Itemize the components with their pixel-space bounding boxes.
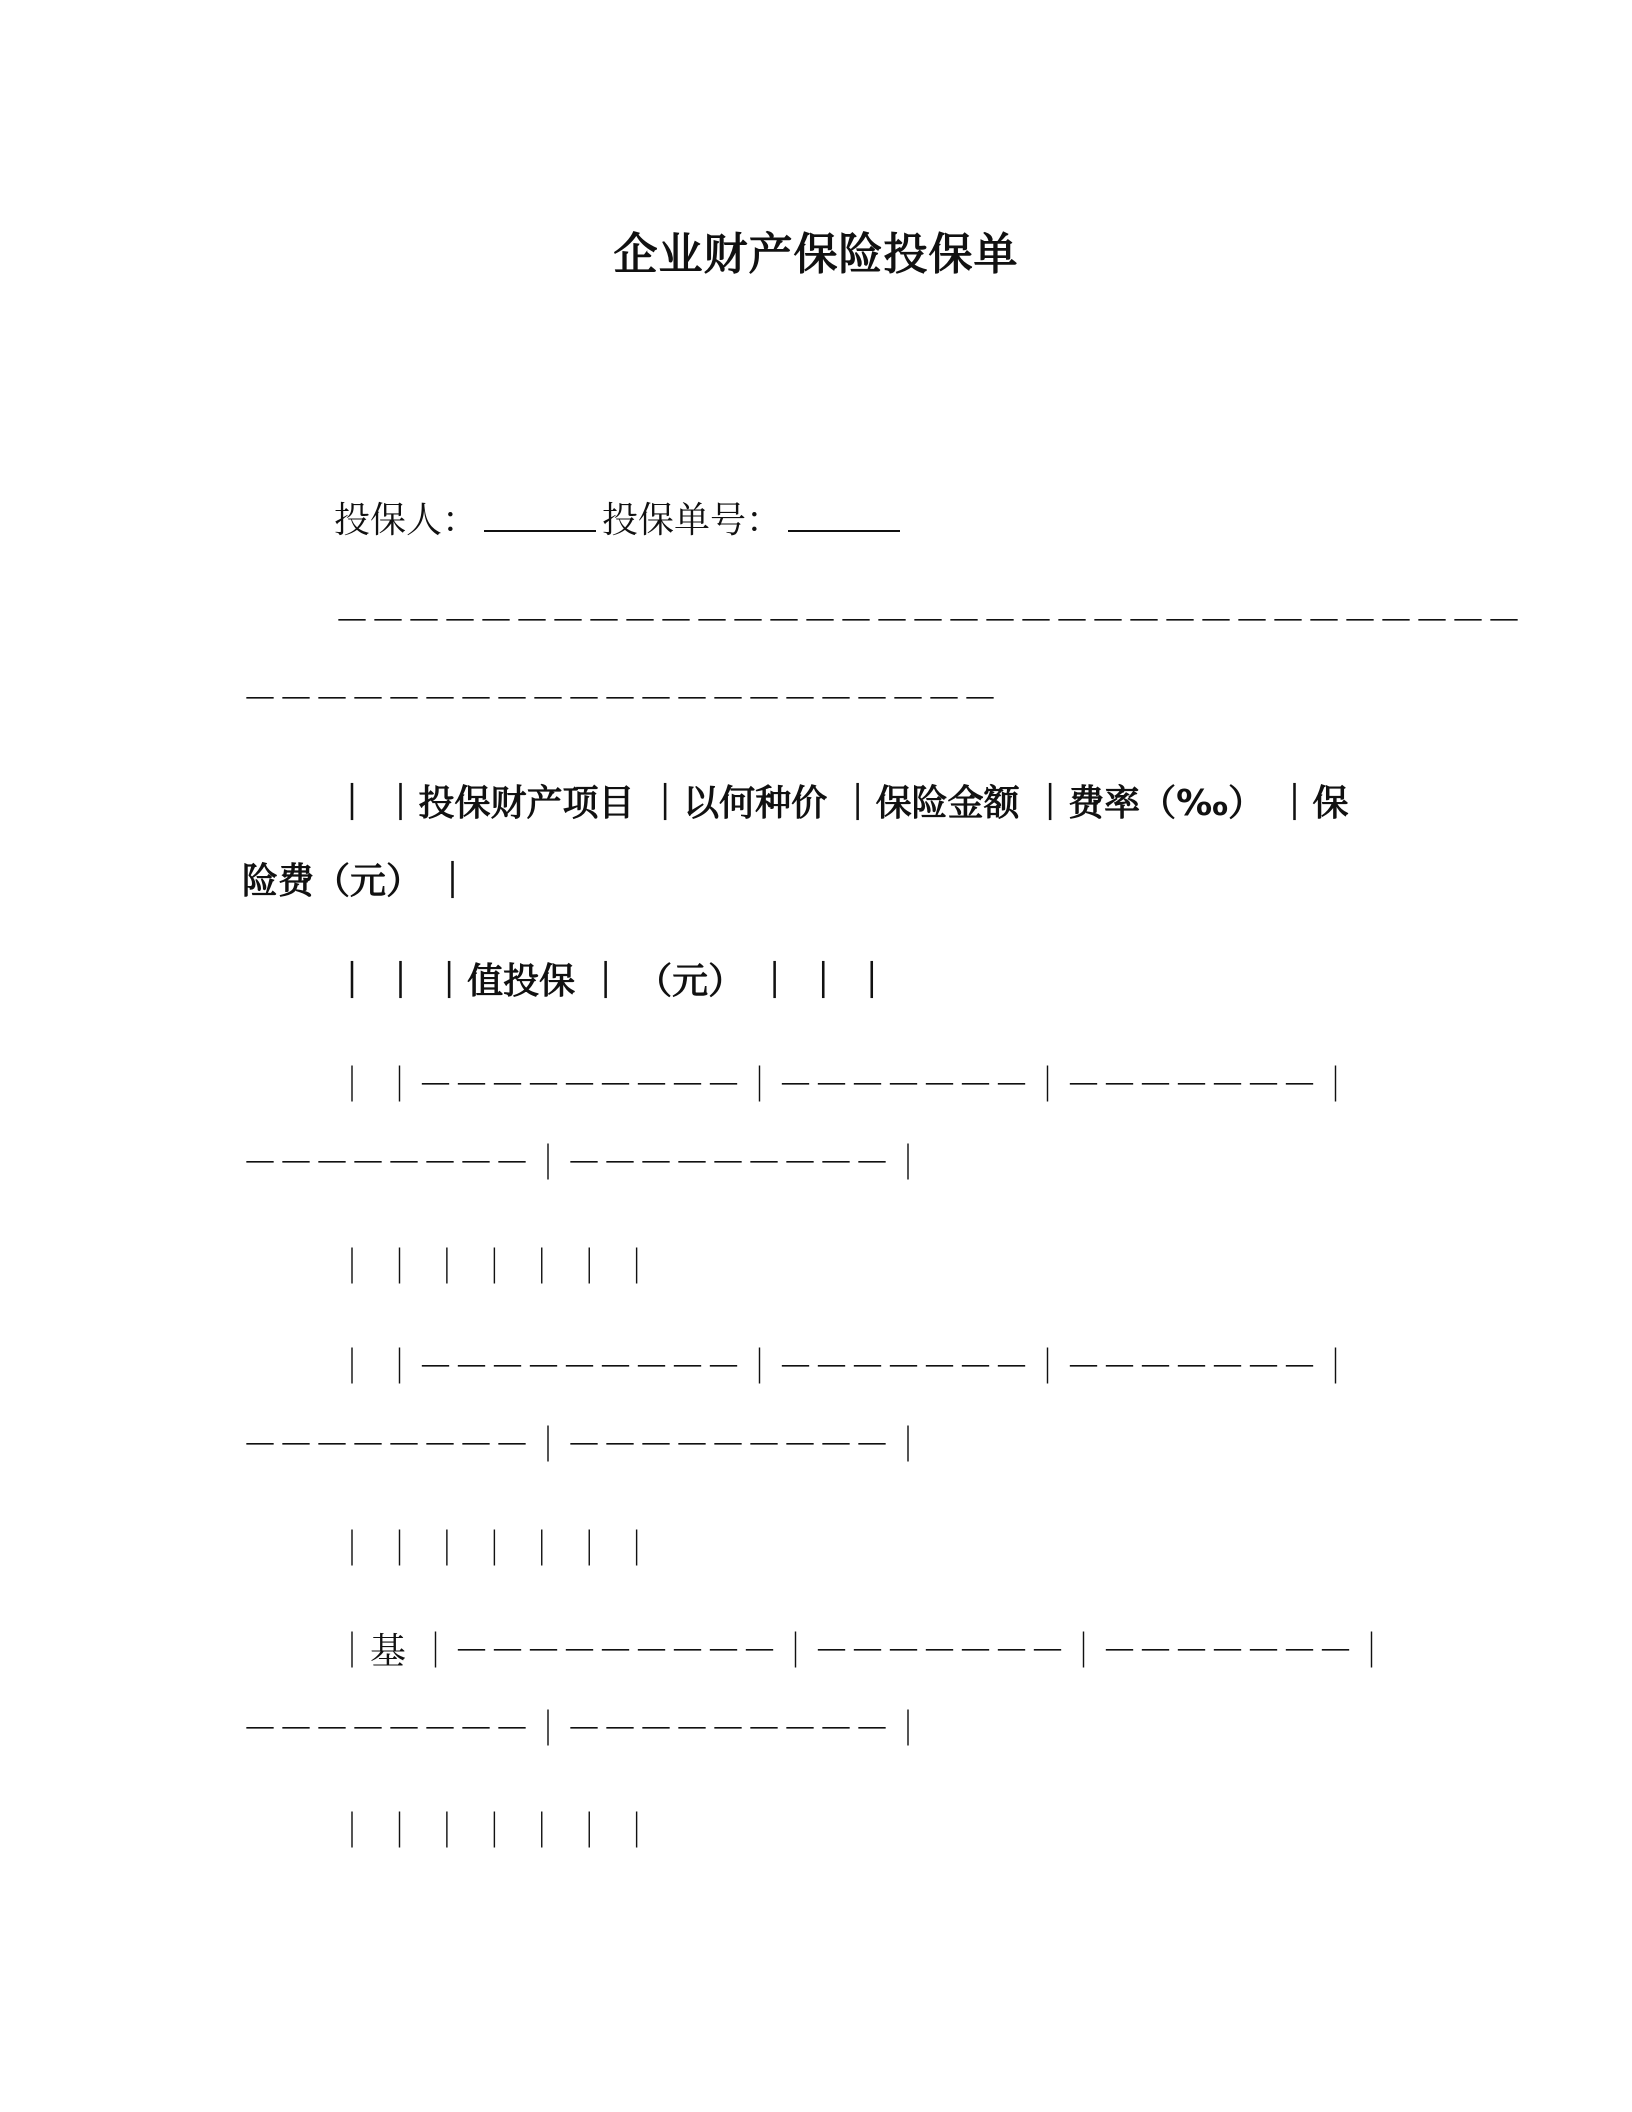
table-separator-line: －－－－－－－－｜－－－－－－－－－｜	[242, 1425, 927, 1466]
policy-number-label: 投保单号：	[602, 500, 783, 541]
table-header-line: 险费（元） ｜	[242, 861, 471, 902]
table-header-line: ｜ ｜ ｜值投保 ｜ （元） ｜ ｜ ｜	[334, 961, 890, 1002]
applicant-blank-field[interactable]	[484, 496, 596, 532]
document-title: 企业财产保险投保单	[613, 229, 1019, 280]
table-separator-line: ｜ ｜－－－－－－－－－｜－－－－－－－｜－－－－－－－｜	[334, 1347, 1354, 1388]
table-separator-line: －－－－－－－－｜－－－－－－－－－｜	[242, 1709, 927, 1750]
applicant-label: 投保人：	[334, 500, 479, 541]
text-line: －－－－－－－－－－－－－－－－－－－－－－－－－－－－－－－－－	[334, 601, 1523, 642]
table-row-line: ｜ ｜ ｜ ｜ ｜ ｜ ｜	[334, 1811, 655, 1852]
table-header-line: ｜ ｜投保财产项目 ｜以何种价 ｜保险金额 ｜费率（‰） ｜保	[334, 783, 1349, 824]
table-row-line: ｜ ｜ ｜ ｜ ｜ ｜ ｜	[334, 1529, 655, 1570]
table-separator-line: －－－－－－－－｜－－－－－－－－－｜	[242, 1143, 927, 1184]
policy-number-blank-field[interactable]	[788, 496, 900, 532]
table-row-line: ｜ ｜ ｜ ｜ ｜ ｜ ｜	[334, 1247, 655, 1288]
table-separator-line: ｜基 ｜－－－－－－－－－｜－－－－－－－｜－－－－－－－｜	[334, 1631, 1390, 1672]
form-header-row	[334, 496, 906, 545]
table-separator-line: ｜ ｜－－－－－－－－－｜－－－－－－－｜－－－－－－－｜	[334, 1065, 1354, 1106]
text-line: －－－－－－－－－－－－－－－－－－－－－	[242, 679, 999, 720]
